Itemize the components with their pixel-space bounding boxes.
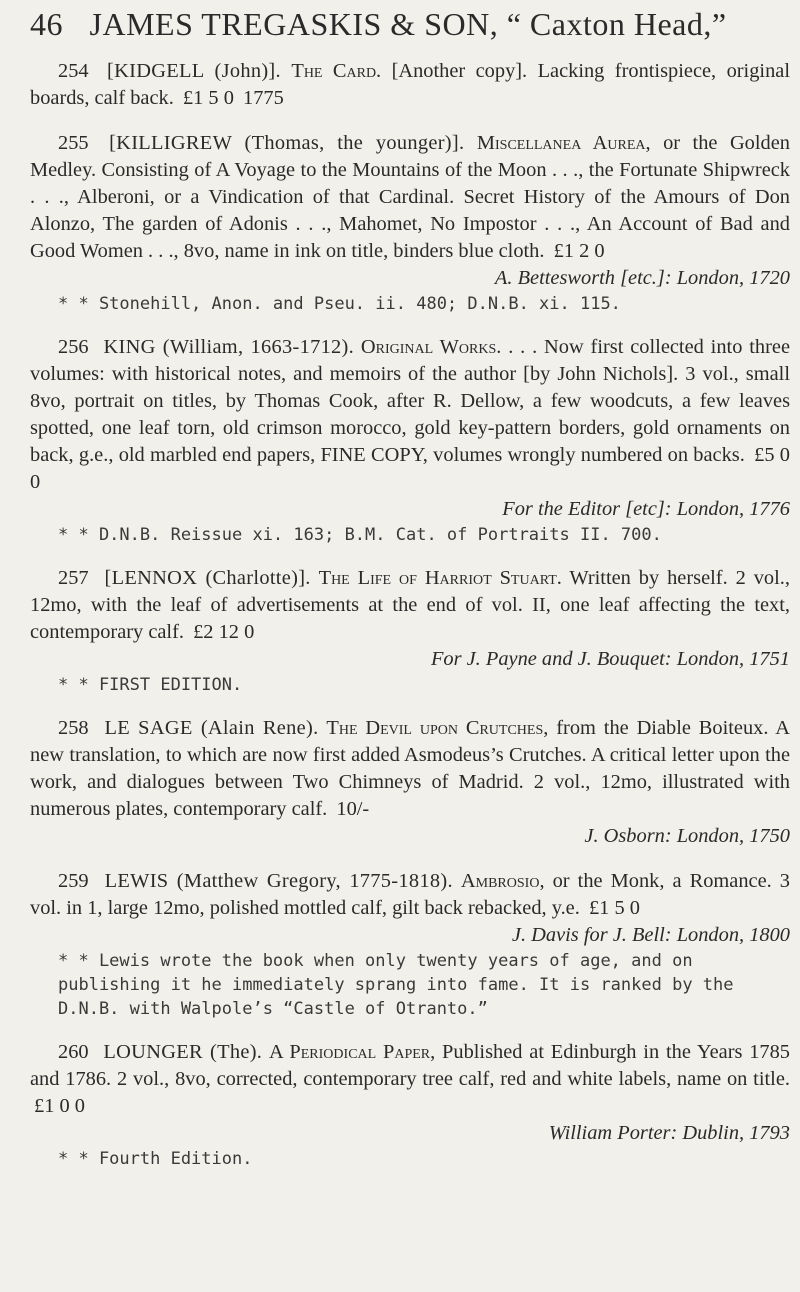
entry-date: 1775 (243, 87, 284, 109)
entry-description (30, 868, 790, 922)
catalogue-entry (30, 715, 790, 850)
entry-imprint: For J. Payne and J. Bouquet: London, 1751 (430, 648, 790, 670)
entry-description (30, 334, 790, 496)
entry-number: 258 (58, 717, 89, 739)
entry-title: The Card. (291, 60, 382, 82)
entry-price: £1 0 0 (34, 1095, 85, 1117)
entry-title: The Devil upon Crutches, (326, 717, 549, 739)
entry-description (30, 565, 790, 646)
entry-body: Written by herself. 2 vol., 12mo, with the leaf of advertisements at the end of vol. II, one leaf affecting the text, contemporary calf. (30, 567, 790, 643)
entry-description (30, 715, 790, 823)
entry-number: 256 (58, 336, 89, 358)
entry-number: 260 (58, 1041, 89, 1063)
entry-number: 254 (58, 60, 89, 82)
entry-price: £1 5 0 (588, 897, 640, 919)
entry-price: £1 2 0 (553, 240, 605, 262)
entry-description (30, 58, 790, 112)
catalogue-entry (30, 334, 790, 547)
entry-title: Ambrosio, (460, 870, 545, 892)
entry-description (30, 130, 790, 265)
entry-author: KING (William, 1663-1712). (103, 336, 355, 358)
entry-author: [KIDGELL (John)]. (107, 60, 281, 82)
entry-imprint: For the Editor [etc]: London, 1776 (502, 498, 790, 520)
catalogue-entry (30, 130, 790, 316)
entry-body: Published at Edinburgh in the Years 1785 and 1786. 2 vol., 8vo, corrected, contemporary tree calf, red and white labels, name on title. (30, 1041, 791, 1090)
entry-imprint: J. Osborn: London, 1750 (584, 825, 790, 847)
entry-body: from the Diable Boiteux. A new translation, to which are now first added Asmodeus’s Crutches. A critical letter upon the work, and dialogues between Two Chimneys of Madrid. 2 vol., 12mo, illustrated with numerous plates, contemporary calf. (30, 717, 790, 820)
entry-description (30, 1039, 790, 1120)
entry-note: * * FIRST EDITION. (58, 675, 243, 695)
entry-author: LE SAGE (Alain Rene). (104, 717, 319, 739)
entry-body: or the Monk, a Romance. 3 vol. in 1, large 12mo, polished mottled calf, gilt back rebacked, y.e. (30, 870, 790, 919)
page-number: 46 (30, 6, 63, 42)
entry-body: or the Golden Medley. Consisting of A Voyage to the Mountains of the Moon . . ., the Fortunate Shipwreck . . ., Alberoni, or a Vindication of that Cardinal. Secret History of the Amours of Don Alonzo, The garden of Adonis . . ., Mahomet, No Impostor . . ., An Account of Bad and Good Women . . ., 8vo, name in ink on title, binders blue cloth. (30, 132, 790, 262)
entry-price: £2 12 0 (193, 621, 255, 643)
entry-note: * * Fourth Edition. (58, 1149, 253, 1169)
entry-number: 257 (58, 567, 89, 589)
entry-author: [LENNOX (Charlotte)]. (104, 567, 311, 589)
entry-price: 10/- (336, 798, 370, 820)
entry-title: A Periodical Paper, (269, 1041, 436, 1063)
entry-body: [Another copy]. Lacking frontispiece, original boards, calf back. (30, 60, 790, 109)
catalogue-entry (30, 1039, 790, 1171)
entry-note: * * Lewis wrote the book when only twenty years of age, and on publishing it he immediately sprang into fame. It is ranked by the D.N.B. with Walpole’s “Castle of Otranto.” (58, 951, 734, 1019)
entry-imprint: J. Davis for J. Bell: London, 1800 (511, 924, 790, 946)
entry-note: * * Stonehill, Anon. and Pseu. ii. 480; D.N.B. xi. 115. (58, 294, 621, 314)
entry-title: Original Works. (360, 336, 502, 358)
entry-number: 259 (58, 870, 89, 892)
page-header (30, 6, 727, 43)
entry-imprint: William Porter: Dublin, 1793 (548, 1122, 790, 1144)
entry-title: The Life of Harriot Stuart. (318, 567, 562, 589)
entry-note: * * D.N.B. Reissue xi. 163; B.M. Cat. of Portraits II. 700. (58, 525, 662, 545)
entry-price: £1 5 0 (182, 87, 234, 109)
entry-price: £5 0 0 (30, 444, 790, 493)
catalogue-entry (30, 58, 790, 112)
entry-number: 255 (58, 132, 89, 154)
entry-body: . . . Now first collected into three volumes: with historical notes, and memoirs of the author [by John Nichols]. 3 vol., small 8vo, portrait on titles, by Thomas Cook, after R. Dellow, a few woodcuts, a few leaves spotted, one leaf torn, old crimson morocco, gold key-pattern borders, gold ornaments on back, g.e., old marbled end papers, FINE COPY, volumes wrongly numbered on backs. (30, 336, 790, 466)
entry-author: [KILLIGREW (Thomas, the younger)]. (109, 132, 465, 154)
entry-author: LEWIS (Matthew Gregory, 1775-1818). (104, 870, 453, 892)
catalogue-entry (30, 565, 790, 697)
catalogue-entries (30, 58, 790, 1189)
running-title: JAMES TREGASKIS & SON, “ Caxton Head,” (89, 6, 727, 42)
entry-author: LOUNGER (The). (103, 1041, 263, 1063)
entry-title: Miscellanea Aurea, (476, 132, 651, 154)
entry-imprint: A. Bettesworth [etc.]: London, 1720 (494, 267, 790, 289)
catalogue-entry (30, 868, 790, 1021)
